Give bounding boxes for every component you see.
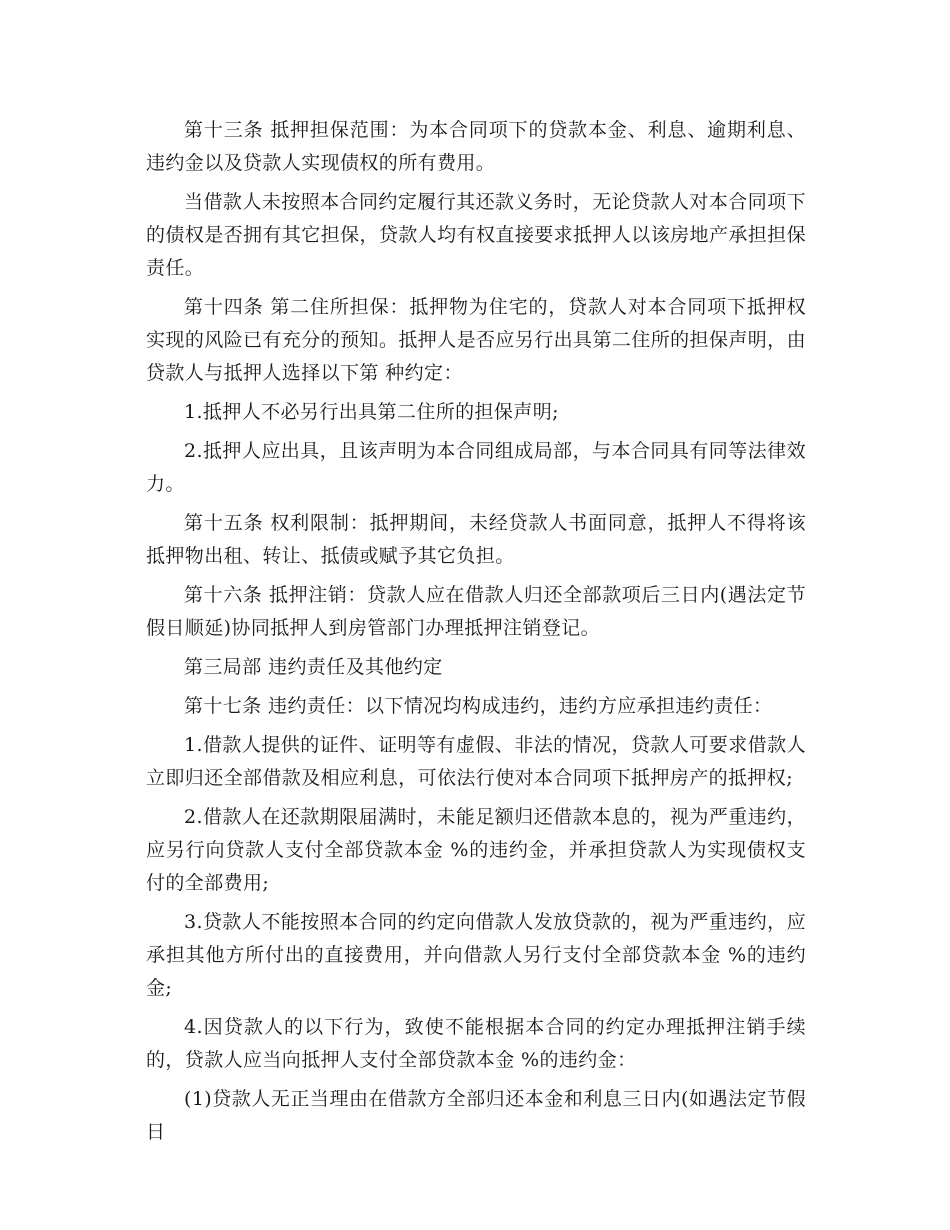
paragraph-breach-4-item-1: (1)贷款人无正当理由在借款方全部归还本金和利息三日内(如遇法定节假日 [146,1088,806,1143]
paragraph-breach-4: 4.因贷款人的以下行为，致使不能根据本合同的约定办理抵押注销手续的，贷款人应当向抵押人支付全部贷款本金 %的违约金： [146,1016,806,1071]
paragraph-borrower-default: 当借款人未按照本合同约定履行其还款义务时，无论贷款人对本合同项下的债权是否拥有其它担保，贷款人均有权直接要求抵押人以该房地产承担担保责任。 [146,191,806,279]
paragraph-breach-3: 3.贷款人不能按照本合同的约定向借款人发放贷款的，视为严重违约，应承担其他方所付出的直接费用，并向借款人另行支付全部贷款本金 %的违约金; [146,911,806,999]
paragraph-article-16: 第十六条 抵押注销：贷款人应在借款人归还全部款项后三日内(遇法定节假日顺延)协同抵押人到房管部门办理抵押注销登记。 [146,584,806,639]
section-heading-part-3: 第三局部 违约责任及其他约定 [184,656,443,678]
paragraph-article-15: 第十五条 权利限制：抵押期间，未经贷款人书面同意，抵押人不得将该抵押物出租、转让、抵债或赋予其它负担。 [146,512,806,567]
paragraph-option-2: 2.抵押人应出具，且该声明为本合同组成局部，与本合同具有同等法律效力。 [146,440,806,495]
paragraph-option-1: 1.抵押人不必另行出具第二住所的担保声明; [184,401,559,423]
paragraph-breach-1: 1.借款人提供的证件、证明等有虚假、非法的情况，贷款人可要求借款人立即归还全部借款及相应利息，可依法行使对本合同项下抵押房产的抵押权; [146,734,806,789]
paragraph-article-17: 第十七条 违约责任：以下情况均构成违约，违约方应承担违约责任： [184,695,773,717]
document-body [146,114,806,1155]
paragraph-article-14: 第十四条 第二住所担保：抵押物为住宅的，贷款人对本合同项下抵押权实现的风险已有充分的预知。抵押人是否应另行出具第二住所的担保声明，由贷款人与抵押人选择以下第 种约定： [146,296,806,384]
paragraph-breach-2: 2.借款人在还款期限届满时，未能足额归还借款本息的，视为严重违约，应另行向贷款人支付全部贷款本金 %的违约金，并承担贷款人为实现债权支付的全部费用; [146,806,806,894]
paragraph-article-13: 第十三条 抵押担保范围：为本合同项下的贷款本金、利息、逾期利息、违约金以及贷款人实现债权的所有费用。 [146,119,806,174]
